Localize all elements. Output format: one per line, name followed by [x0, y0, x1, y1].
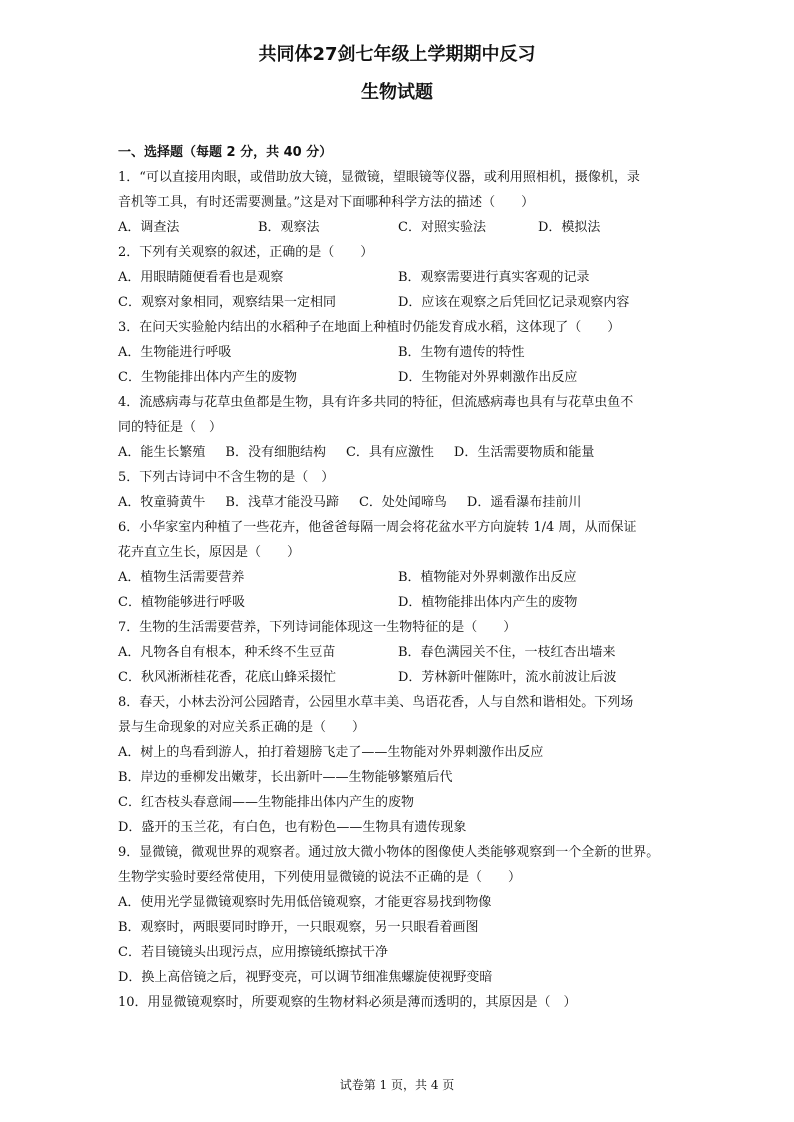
option-a: A．树上的鸟看到游人，拍打着翅膀飞走了——生物能对外界刺激作出反应: [118, 745, 544, 760]
question-8: [118, 690, 678, 840]
question-text: 7．生物的生活需要营养，下列诗词能体现这一生物特征的是（ ）: [118, 620, 517, 635]
question-5: [118, 465, 678, 515]
option-d: D．换上高倍镜之后，视野变亮，可以调节细准焦螺旋使视野变暗: [118, 970, 493, 985]
question-text: 3．在问天实验舱内结出的水稻种子在地面上种植时仍能发育成水稻，这体现了（ ）: [118, 320, 621, 335]
option-b: B．没有细胞结构: [225, 445, 326, 460]
option-c: C．对照实验法: [398, 220, 486, 235]
page-title: 共同体27剑七年级上学期期中反习: [258, 44, 536, 65]
section-heading: 一、选择题（每题 2 分，共 40 分）: [118, 145, 333, 160]
question-text: 景与生命现象的对应关系正确的是（ ）: [118, 720, 366, 735]
question-text: 5．下列古诗词中不含生物的是（ ）: [118, 470, 335, 485]
option-d: D．盛开的玉兰花，有白色，也有粉色——生物具有遗传现象: [118, 820, 467, 835]
option-a: A．牧童骑黄牛: [118, 495, 206, 510]
option-a: A．使用光学显微镜观察时先用低倍镜观察，才能更容易找到物像: [118, 895, 492, 910]
option-b: B．春色满园关不住，一枝红杏出墙来: [398, 645, 616, 660]
option-d: D．遥看瀑布挂前川: [466, 495, 582, 510]
option-c: C．具有应激性: [345, 445, 434, 460]
option-c: C．处处闻啼鸟: [358, 495, 447, 510]
question-4: [118, 390, 678, 465]
option-b: B．植物能对外界刺激作出反应: [398, 570, 577, 585]
question-text: 1．“可以直接用肉眼，或借助放大镜，显微镜，望眼镜等仪器，或利用照相机，摄像机，录: [118, 170, 640, 185]
option-b: B．浅草才能没马蹄: [225, 495, 339, 510]
option-d: D．植物能排出体内产生的废物: [398, 595, 578, 610]
page-subtitle: 生物试题: [361, 82, 433, 103]
option-a: A．生物能进行呼吸: [118, 345, 232, 360]
option-a: A．植物生活需要营养: [118, 570, 245, 585]
page-footer: 试卷第 1 页，共 4 页: [339, 1078, 455, 1092]
option-b: B．生物有遗传的特性: [398, 345, 525, 360]
question-9: [118, 840, 678, 990]
question-1: [118, 165, 678, 240]
question-text: 8．春天，小林去汾河公园踏青，公园里水草丰美、鸟语花香，人与自然和谐相处。下列场: [118, 695, 634, 710]
question-7: [118, 615, 678, 690]
exam-content: [118, 140, 678, 1015]
question-text: 4．流感病毒与花草虫鱼都是生物，具有许多共同的特征，但流感病毒也具有与花草虫鱼不: [118, 395, 634, 410]
question-text: 2．下列有关观察的叙述，正确的是（ ）: [118, 245, 374, 260]
option-a: A．凡物各自有根本，种禾终不生豆苗: [118, 645, 336, 660]
option-c: C．红杏枝头春意闹——生物能排出体内产生的废物: [118, 795, 414, 810]
question-2: [118, 240, 678, 315]
question-text: 花卉直立生长，原因是（ ）: [118, 545, 301, 560]
option-a: A．调查法: [118, 220, 180, 235]
option-d: D．芳林新叶催陈叶，流水前波让后波: [398, 670, 617, 685]
question-6: [118, 515, 678, 615]
option-c: C．若目镜镜头出现污点，应用擦镜纸擦拭干净: [118, 945, 388, 960]
option-d: D．生活需要物质和能量: [453, 445, 595, 460]
question-10: [118, 990, 678, 1015]
option-c: C．观察对象相同，观察结果一定相同: [118, 295, 336, 310]
question-text: 生物学实验时要经常使用，下列使用显微镜的说法不正确的是（ ）: [118, 870, 522, 885]
question-text: 音机等工具，有时还需要测量。”这是对下面哪种科学方法的描述（ ）: [118, 195, 535, 210]
option-d: D．模拟法: [538, 220, 601, 235]
question-text: 6．小华家室内种植了一些花卉，他爸爸每隔一周会将花盆水平方向旋转 1/4 周，从而保证: [118, 520, 637, 535]
option-a: A．用眼睛随便看看也是观察: [118, 270, 284, 285]
option-b: B．观察法: [258, 220, 320, 235]
question-3: [118, 315, 678, 390]
option-b: B．岸边的垂柳发出嫩芽，长出新叶——生物能够繁殖后代: [118, 770, 453, 785]
question-text: 9．显微镜，微观世界的观察者。通过放大微小物体的图像使人类能够观察到一个全新的世界。: [118, 845, 660, 860]
question-text: 10．用显微镜观察时，所要观察的生物材料必须是薄而透明的，其原因是（ ）: [118, 995, 577, 1010]
option-c: C．秋风淅淅桂花香，花底山蜂采掇忙: [118, 670, 336, 685]
option-c: C．生物能排出体内产生的废物: [118, 370, 297, 385]
option-b: B．观察时，两眼要同时睁开，一只眼观察，另一只眼看着画图: [118, 920, 479, 935]
option-d: D．生物能对外界刺激作出反应: [398, 370, 578, 385]
option-c: C．植物能够进行呼吸: [118, 595, 245, 610]
option-a: A．能生长繁殖: [118, 445, 206, 460]
option-d: D．应该在观察之后凭回忆记录观察内容: [398, 295, 630, 310]
option-b: B．观察需要进行真实客观的记录: [398, 270, 590, 285]
question-text: 同的特征是（ ）: [118, 420, 223, 435]
